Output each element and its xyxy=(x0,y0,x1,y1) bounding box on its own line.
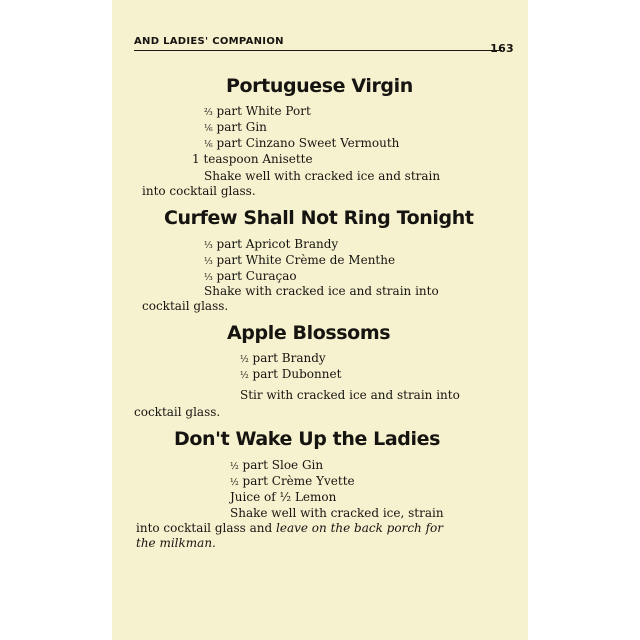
recipe-method-dont-wake xyxy=(136,506,458,551)
ingredient-text: part Curaçao xyxy=(212,269,297,283)
book-page xyxy=(112,0,528,640)
ingredient-item xyxy=(230,490,355,504)
ingredient-text: part Sloe Gin xyxy=(238,458,324,472)
ingredient-item xyxy=(204,253,395,269)
recipe-title-apple-blossoms: Apple Blossoms xyxy=(227,322,391,344)
ingredient-amount: ½ xyxy=(230,462,239,472)
ingredient-amount: Juice of xyxy=(230,490,280,504)
ingredient-amount: ½ xyxy=(230,478,239,488)
method-text-italic: leave on the back porch for the milkman. xyxy=(136,521,443,550)
ingredient-amount: ⅔ xyxy=(204,108,213,118)
ingredient-text: part Cinzano Sweet Vermouth xyxy=(212,136,400,150)
recipe-title-curfew-shall-not-ring-tonight: Curfew Shall Not Ring Tonight xyxy=(164,207,474,229)
ingredient-amount: ⅙ xyxy=(204,140,213,150)
ingredient-text: part Apricot Brandy xyxy=(212,237,339,251)
recipe-method-apple-blossoms: Stir with cracked ice and strain into cocktail glass. xyxy=(134,388,460,419)
ingredient-amount: 1 xyxy=(192,152,200,166)
ingredient-item xyxy=(204,120,399,136)
ingredient-item xyxy=(204,136,399,152)
ingredient-text: ½ Lemon xyxy=(279,490,337,504)
ingredient-item xyxy=(240,367,341,383)
ingredient-amount: ⅓ xyxy=(204,257,213,267)
ingredient-item xyxy=(240,351,341,367)
ingredient-list-portuguese-virgin xyxy=(192,104,400,166)
recipe-method-curfew: Shake with cracked ice and strain into cocktail glass. xyxy=(142,284,439,313)
recipe-method-portuguese-virgin: Shake well with cracked ice and strain into cocktail glass. xyxy=(142,169,441,198)
ingredient-amount: ½ xyxy=(240,371,249,381)
running-head-title: AND LADIES' COMPANION xyxy=(134,36,284,47)
ingredient-amount: ⅙ xyxy=(204,124,213,134)
recipe-title-portuguese-virgin: Portuguese Virgin xyxy=(226,75,413,97)
ingredient-amount: ½ xyxy=(240,355,249,365)
recipe-title-dont-wake-up-the-ladies: Don't Wake Up the Ladies xyxy=(174,428,440,450)
header-rule xyxy=(134,50,502,51)
ingredient-text: part White Port xyxy=(212,104,311,118)
page-number: 163 xyxy=(490,42,514,55)
ingredient-text: part White Crème de Menthe xyxy=(212,253,396,267)
ingredient-text: part Crème Yvette xyxy=(238,474,355,488)
ingredient-amount: ⅓ xyxy=(204,273,213,283)
ingredient-list-curfew xyxy=(204,237,395,285)
ingredient-list-dont-wake xyxy=(230,458,355,504)
ingredient-item xyxy=(230,474,355,490)
ingredient-text: part Gin xyxy=(212,120,267,134)
ingredient-item xyxy=(230,458,355,474)
ingredient-item xyxy=(204,237,395,253)
ingredient-amount: ⅓ xyxy=(204,241,213,251)
ingredient-item xyxy=(204,269,395,285)
method-text: Shake well with cracked ice, strain into cocktail glass and xyxy=(136,506,444,535)
ingredient-text: part Brandy xyxy=(248,351,326,365)
ingredient-text: teaspoon Anisette xyxy=(199,152,313,166)
ingredient-item xyxy=(204,104,399,120)
ingredient-text: part Dubonnet xyxy=(248,367,342,381)
ingredient-list-apple-blossoms xyxy=(240,351,341,383)
running-head xyxy=(134,36,514,55)
ingredient-item xyxy=(192,152,399,166)
